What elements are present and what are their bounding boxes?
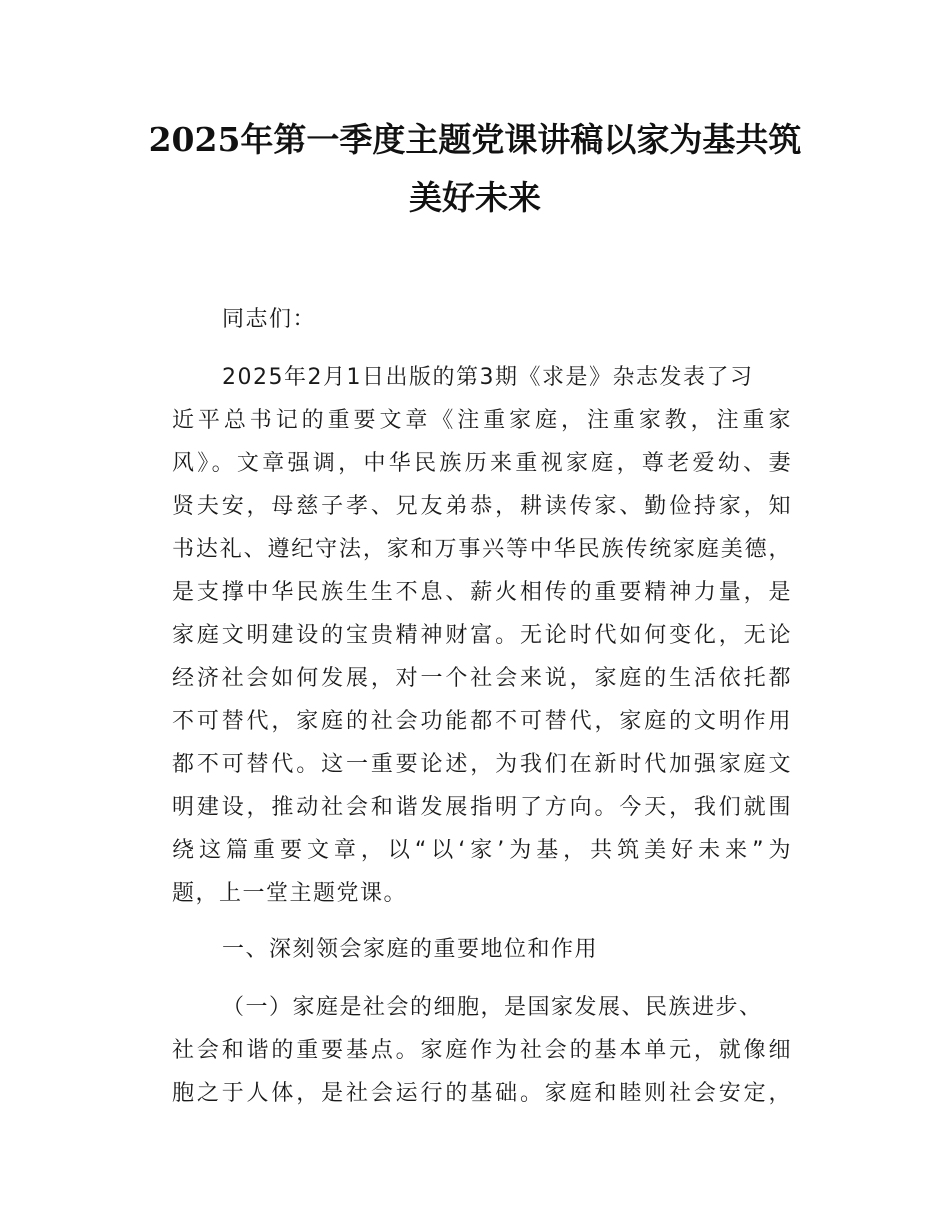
section-1-heading: 一、深刻领会家庭的重要地位和作用: [222, 937, 599, 962]
paragraph-1-line-8: 经济社会如何发展，对一个社会来说，家庭的生活依托都: [172, 666, 792, 691]
paragraph-1-line-1: 2025年2月1日出版的第3期《求是》杂志发表了习: [222, 365, 754, 390]
paragraph-1-line-9: 不可替代，家庭的社会功能都不可替代，家庭的文明作用: [172, 709, 792, 734]
paragraph-1-line-3: 风》。文章强调，中华民族历来重视家庭，尊老爱幼、妻: [172, 451, 792, 476]
paragraph-1-line-4: 贤夫安，母慈子孝、兄友弟恭，耕读传家、勤俭持家，知: [172, 494, 792, 519]
paragraph-2-line-1: （一）家庭是社会的细胞，是国家发展、民族进步、: [222, 995, 763, 1020]
document-title-line-1: 2025年第一季度主题党课讲稿以家为基共筑: [148, 120, 802, 159]
paragraph-1-line-7: 家庭文明建设的宝贵精神财富。无论时代如何变化，无论: [172, 623, 792, 648]
paragraph-1-line-2: 近平总书记的重要文章《注重家庭，注重家教，注重家: [172, 408, 792, 433]
paragraph-1-line-13: 题，上一堂主题党课。: [172, 881, 408, 906]
paragraph-2-line-2: 社会和谐的重要基点。家庭作为社会的基本单元，就像细: [172, 1038, 792, 1063]
paragraph-1-line-6: 是支撑中华民族生生不息、薪火相传的重要精神力量，是: [172, 580, 792, 605]
paragraph-1-line-11: 明建设，推动社会和谐发展指明了方向。今天，我们就围: [172, 795, 792, 820]
paragraph-1-line-10: 都不可替代。这一重要论述，为我们在新时代加强家庭文: [172, 752, 792, 777]
paragraph-2-line-3: 胞之于人体，是社会运行的基础。家庭和睦则社会安定，: [172, 1081, 792, 1106]
salutation: 同志们：: [222, 307, 317, 332]
document-title-line-2: 美好未来: [409, 178, 541, 217]
paragraph-1-line-5: 书达礼、遵纪守法，家和万事兴等中华民族传统家庭美德，: [172, 537, 792, 562]
paragraph-1-line-12: 绕这篇重要文章，以“以‘家’为基，共筑美好未来”为: [172, 838, 792, 863]
